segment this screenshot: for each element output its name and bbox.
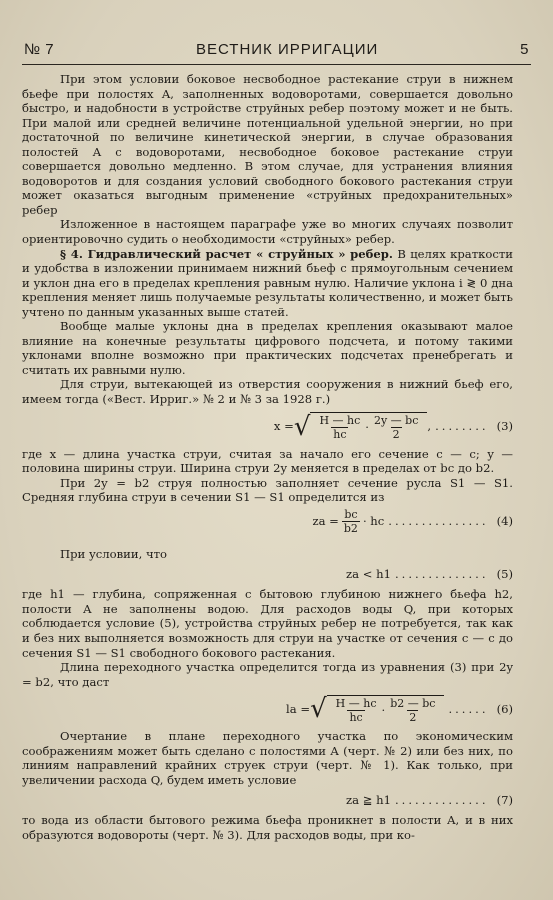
formula-7: za ≧ h1 .............. (7) [346,793,513,808]
formula-6-radicand: $\frac{H — hc}{hc}$ · $\frac{b2 — bc}{2}$ [327,695,445,724]
page-header [24,36,529,62]
formula-3-radicand: $\frac{H — hc}{hc}$ · $\frac{2y — bc}{2}$ [310,412,427,441]
paragraph-7: При 2y = b2 струя полностью заполняет сечение русла S1 — S1. Средняя глубина струи в сечении S1 — S1 определится из [22,475,513,505]
formula-6-frac-2: $\frac{b2 — bc}{2}$ [390,696,436,724]
header-rule [22,64,531,65]
paragraph-8: При условии, что [60,546,168,561]
formula-6: la = √ $\frac{H — hc}{hc}$ · $\frac{b2 — bc}{2}$ ...... (6) [286,694,513,725]
formula-4-label: (4) [496,514,513,529]
formula-3-frac-1: $\frac{H — hc}{hc}$ [319,414,361,442]
paragraph-10: Длина переходного участка определится тогда из уравнения (3) при 2y = b2, что даст [22,660,513,689]
formula-3-label: (3) [496,419,513,434]
formula-5-label: (5) [496,567,513,582]
sqrt-sign: √ [293,411,311,442]
issue-number: № 7 [24,40,55,58]
formula-6-label: (6) [496,701,513,716]
paragraph-5: Для струи, вытекающей из отверстия сооружения в нижний бьеф его, имеем тогда («Вест. Ирриг.» № 2 и № 3 за 1928 г.) [22,377,513,407]
section-heading: § 4. Гидравлический расчет « струйных » ребер. [60,246,393,261]
section-text: В целях краткости и удобства в изложении принимаем нижний бьеф с прямоугольным сечением и уклон дна его в пределах крепления равным нулю. Наличие уклона i ≷ 0 дна крепления меняет лишь получаемые результаты количественно, и может быть учтено по данным указанных выше статей. [22,246,513,319]
formula-3-lhs: x = [273,419,294,434]
formula-7-label: (7) [496,793,513,808]
formula-4-frac: $\frac{bc}{b2}$ [343,508,358,536]
paragraph-9: где h1 — глубина, сопряженная с бытовою глубиною нижнего бьефа h2, полости A не заполнены водою. Для расходов воды Q, при которых соблюдается условие (5), устройства струйных ребер не потребуется, так как и без них выполняется возможность для струи на участке от сечения c — c до сечения S1 — S1 свободного бокового растекания. [22,587,513,660]
paragraph-12: то вода из области бытового режима бьефа проникнет в полости A, и в них образуются водовороты (черт. № 3). Для расходов воды, при ко- [22,813,513,842]
paragraph-section-4 [22,247,513,320]
paragraph-11: Очертание в плане переходного участка по экономическим соображениям может быть сделано с полостями A (черт. № 2) или без них, по линиям направлений крайних струек струи (черт. № 1). Как только, при увеличении расхода Q, будем иметь условие [22,729,513,787]
paragraph-1: При этом условии боковое несвободное растекание струи в нижнем бьефе при полостях A, заполненных водоворотами, совершается довольно быстро, и надобности в устройстве струйных ребер поэтому может и не быть. При малой или средней величине потенциальной удельной энергии, но при достаточной по величине кинетической энергии, в случае образования полостей A с водоворотами, несвободное боковое растекание струи совершается довольно медленно. В этом случае, для устранения влияния водоворотов и для создания условий свободного бокового растекания струи может оказаться выгодным применение «струйных предохранительных» ребер [22,72,513,217]
formula-3-frac-2: $\frac{2y — bc}{2}$ [373,414,419,442]
paragraph-6: где x — длина участка струи, считая за начало его сечение c — c; y — половина ширины струи. Ширина струи 2y меняется в пределах от bc до b2. [22,446,513,476]
sqrt-sign: √ [310,694,327,725]
formula-3: x = √ $\frac{H — hc}{hc}$ · $\frac{2y — bc}{2}$ , ........ (3) [273,411,513,442]
formula-6-frac-1: $\frac{H — hc}{hc}$ [335,696,377,724]
article-body [22,72,513,842]
paragraph-2: Изложенное в настоящем параграфе уже во многих случаях позволит ориентировочно судить о необходимости «струйных» ребер. [22,217,513,247]
formula-5: za < h1 .............. (5) [346,567,513,582]
page-number: 5 [520,40,529,58]
formula-4: za = $\frac{bc}{b2}$ · hc ............... (4) [312,508,513,536]
journal-title: ВЕСТНИК ИРРИГАЦИИ [195,40,379,58]
paragraph-4: Вообще малые уклоны дна в пределах крепления оказывают малое влияние на конечные результаты цифрового подсчета, и потому такими уклонами вполне возможно при практических подсчетах пренебрегать и считать их равными нулю. [22,319,513,377]
